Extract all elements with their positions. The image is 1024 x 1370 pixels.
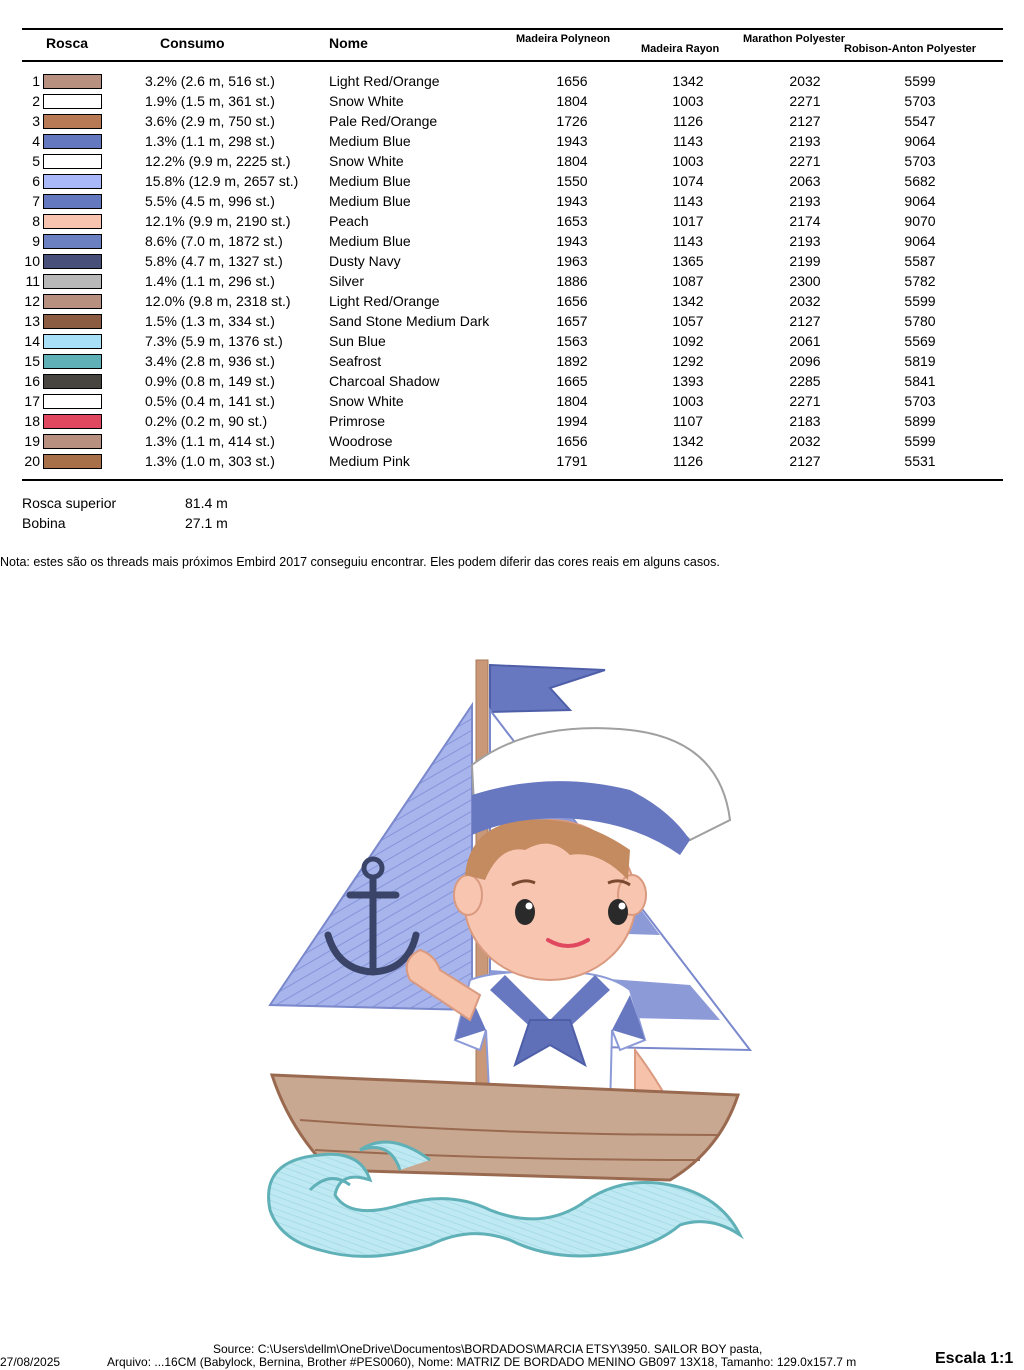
row-number: 17 [24,393,40,409]
bobina-value: 27.1 m [185,515,228,531]
table-row [0,332,1024,352]
madeira-rayon-cell: 1017 [672,213,704,229]
madeira-polyneon-cell: 1656 [556,293,588,309]
madeira-polyneon-cell: 1656 [556,433,588,449]
thread-name-cell: Silver [329,273,365,289]
madeira-polyneon-cell: 1943 [556,233,588,249]
rosca-superior-value: 81.4 m [185,495,228,511]
thread-name-cell: Peach [329,213,369,229]
madeira-polyneon-cell: 1963 [556,253,588,269]
consumo-cell: 3.6% (2.9 m, 750 st.) [145,113,275,129]
footer-scale: Escala 1:1 [935,1350,1014,1367]
thread-name-cell: Seafrost [329,353,382,369]
row-number: 10 [24,253,40,269]
table-bottom-rule [22,479,1003,481]
madeira-rayon-cell: 1143 [672,193,704,209]
row-number: 2 [32,93,40,109]
thread-name-cell: Sand Stone Medium Dark [329,313,490,329]
thread-name-cell: Medium Blue [329,173,411,189]
sailor-boy-embroidery-image [250,650,770,1270]
consumo-cell: 8.6% (7.0 m, 1872 st.) [145,233,283,249]
color-swatch [43,174,102,189]
color-swatch [43,394,102,409]
table-row [0,452,1024,472]
color-swatch [43,74,102,89]
marathon-cell: 2032 [789,293,821,309]
color-swatch [43,154,102,169]
color-swatch [43,94,102,109]
robison-cell: 5782 [904,273,936,289]
header-bottom-rule [22,60,1003,62]
madeira-rayon-cell: 1057 [672,313,704,329]
marathon-cell: 2271 [789,393,821,409]
row-number: 7 [32,193,40,209]
color-swatch [43,314,102,329]
color-swatch [43,234,102,249]
consumo-cell: 0.2% (0.2 m, 90 st.) [145,413,268,429]
consumo-cell: 12.0% (9.8 m, 2318 st.) [145,293,291,309]
madeira-polyneon-cell: 1657 [556,313,588,329]
thread-name-cell: Snow White [329,93,404,109]
robison-cell: 9064 [904,193,936,209]
table-row [0,172,1024,192]
table-row [0,152,1024,172]
robison-cell: 5587 [904,253,936,269]
madeira-polyneon-cell: 1943 [556,133,588,149]
robison-cell: 9064 [904,233,936,249]
thread-name-cell: Charcoal Shadow [329,373,440,389]
consumo-cell: 5.8% (4.7 m, 1327 st.) [145,253,283,269]
thread-name-cell: Medium Blue [329,133,411,149]
marathon-cell: 2061 [789,333,821,349]
table-row [0,132,1024,152]
rosca-superior-label: Rosca superior [22,495,117,511]
marathon-cell: 2193 [789,193,821,209]
color-swatch [43,214,102,229]
thread-name-cell: Woodrose [329,433,393,449]
marathon-cell: 2127 [789,113,821,129]
madeira-rayon-cell: 1143 [672,233,704,249]
madeira-rayon-cell: 1092 [672,333,704,349]
madeira-polyneon-cell: 1943 [556,193,588,209]
madeira-polyneon-cell: 1563 [556,333,588,349]
table-row [0,92,1024,112]
thread-name-cell: Light Red/Orange [329,293,440,309]
row-number: 14 [24,333,40,349]
row-number: 20 [24,453,40,469]
madeira-rayon-cell: 1342 [672,293,704,309]
thread-table-body [0,72,1024,472]
consumo-cell: 1.9% (1.5 m, 361 st.) [145,93,275,109]
thread-note: Nota: estes são os threads mais próximos Embird 2017 conseguiu encontrar. Eles podem diferir das cores reais em alguns casos. [0,555,720,569]
color-swatch [43,194,102,209]
madeira-polyneon-cell: 1656 [556,73,588,89]
row-number: 9 [32,233,40,249]
table-row [0,292,1024,312]
robison-cell: 9064 [904,133,936,149]
thread-name-cell: Dusty Navy [329,253,401,269]
madeira-rayon-cell: 1003 [672,93,704,109]
consumo-cell: 12.2% (9.9 m, 2225 st.) [145,153,291,169]
robison-cell: 5899 [904,413,936,429]
madeira-polyneon-cell: 1804 [556,393,588,409]
table-row [0,392,1024,412]
marathon-cell: 2127 [789,313,821,329]
consumo-cell: 0.9% (0.8 m, 149 st.) [145,373,275,389]
color-swatch [43,374,102,389]
table-row [0,272,1024,292]
consumo-cell: 0.5% (0.4 m, 141 st.) [145,393,275,409]
table-row [0,412,1024,432]
header-madeira-polyneon: Madeira Polyneon [516,33,611,45]
madeira-rayon-cell: 1087 [672,273,704,289]
footer-file-info: Arquivo: ...16CM (Babylock, Bernina, Brother #PES0060), Nome: MATRIZ DE BORDADO MENINO GB097 13X18, Tamanho: 129.0x157.7 m [107,1355,857,1369]
madeira-rayon-cell: 1107 [672,413,704,429]
madeira-rayon-cell: 1074 [672,173,704,189]
madeira-polyneon-cell: 1653 [556,213,588,229]
marathon-cell: 2063 [789,173,821,189]
madeira-polyneon-cell: 1804 [556,153,588,169]
color-swatch [43,114,102,129]
thread-name-cell: Light Red/Orange [329,73,440,89]
thread-name-cell: Medium Blue [329,193,411,209]
robison-cell: 5599 [904,293,936,309]
row-number: 11 [25,273,40,289]
madeira-polyneon-cell: 1550 [556,173,588,189]
color-swatch [43,134,102,149]
madeira-polyneon-cell: 1726 [556,113,588,129]
madeira-rayon-cell: 1126 [672,113,704,129]
marathon-cell: 2174 [789,213,821,229]
madeira-polyneon-cell: 1886 [556,273,588,289]
marathon-cell: 2193 [789,133,821,149]
madeira-rayon-cell: 1292 [672,353,704,369]
marathon-cell: 2285 [789,373,821,389]
consumo-cell: 1.4% (1.1 m, 296 st.) [145,273,275,289]
robison-cell: 5682 [904,173,936,189]
thread-name-cell: Medium Blue [329,233,411,249]
header-robison: Robison-Anton Polyester [844,43,977,55]
flag [490,665,605,712]
madeira-polyneon-cell: 1994 [556,413,588,429]
color-swatch [43,334,102,349]
robison-cell: 5531 [904,453,936,469]
madeira-rayon-cell: 1393 [672,373,704,389]
color-swatch [43,354,102,369]
table-row [0,72,1024,92]
row-number: 4 [32,133,40,149]
thread-name-cell: Snow White [329,393,404,409]
marathon-cell: 2127 [789,453,821,469]
thread-name-cell: Primrose [329,413,386,429]
header-rosca: Rosca [46,35,89,51]
madeira-rayon-cell: 1143 [672,133,704,149]
robison-cell: 9070 [904,213,936,229]
consumo-cell: 7.3% (5.9 m, 1376 st.) [145,333,283,349]
table-top-rule [22,28,1003,30]
row-number: 13 [24,313,40,329]
madeira-rayon-cell: 1126 [672,453,704,469]
right-eye [608,899,628,925]
marathon-cell: 2096 [789,353,821,369]
robison-cell: 5703 [904,393,936,409]
table-row [0,232,1024,252]
header-consumo: Consumo [160,35,225,51]
robison-cell: 5780 [904,313,936,329]
table-row [0,192,1024,212]
row-number: 15 [24,353,40,369]
robison-cell: 5599 [904,73,936,89]
marathon-cell: 2183 [789,413,821,429]
header-madeira-rayon: Madeira Rayon [641,43,720,55]
robison-cell: 5703 [904,93,936,109]
robison-cell: 5841 [904,373,936,389]
table-row [0,312,1024,332]
robison-cell: 5547 [904,113,936,129]
left-eye [515,899,535,925]
marathon-cell: 2032 [789,433,821,449]
consumo-cell: 12.1% (9.9 m, 2190 st.) [145,213,291,229]
color-swatch [43,414,102,429]
marathon-cell: 2271 [789,153,821,169]
thread-name-cell: Sun Blue [329,333,386,349]
table-row [0,372,1024,392]
consumo-cell: 1.3% (1.0 m, 303 st.) [145,453,275,469]
madeira-polyneon-cell: 1791 [556,453,588,469]
bobina-label: Bobina [22,515,66,531]
robison-cell: 5599 [904,433,936,449]
thread-name-cell: Medium Pink [329,453,410,469]
row-number: 1 [32,73,40,89]
table-row [0,252,1024,272]
thread-name-cell: Pale Red/Orange [329,113,438,129]
row-number: 12 [24,293,40,309]
madeira-rayon-cell: 1003 [672,153,704,169]
footer-source: Source: C:\Users\dellm\OneDrive\Documentos\BORDADOS\MARCIA ETSY\3950. SAILOR BOY pasta, [213,1342,763,1356]
table-row [0,212,1024,232]
color-swatch [43,294,102,309]
header-marathon: Marathon Polyester [743,33,846,45]
marathon-cell: 2199 [789,253,821,269]
consumo-cell: 3.2% (2.6 m, 516 st.) [145,73,275,89]
table-row [0,432,1024,452]
color-swatch [43,274,102,289]
robison-cell: 5569 [904,333,936,349]
row-number: 16 [24,373,40,389]
color-swatch [43,454,102,469]
row-number: 3 [32,113,40,129]
consumo-cell: 5.5% (4.5 m, 996 st.) [145,193,275,209]
madeira-rayon-cell: 1003 [672,393,704,409]
row-number: 8 [32,213,40,229]
color-swatch [43,434,102,449]
madeira-polyneon-cell: 1892 [556,353,588,369]
marathon-cell: 2271 [789,93,821,109]
madeira-rayon-cell: 1365 [672,253,704,269]
madeira-polyneon-cell: 1665 [556,373,588,389]
row-number: 18 [24,413,40,429]
marathon-cell: 2032 [789,73,821,89]
footer-date: 27/08/2025 [0,1355,61,1369]
madeira-rayon-cell: 1342 [672,433,704,449]
table-row [0,352,1024,372]
marathon-cell: 2193 [789,233,821,249]
thread-name-cell: Snow White [329,153,404,169]
row-number: 19 [24,433,40,449]
consumo-cell: 1.3% (1.1 m, 298 st.) [145,133,275,149]
marathon-cell: 2300 [789,273,821,289]
madeira-rayon-cell: 1342 [672,73,704,89]
consumo-cell: 1.3% (1.1 m, 414 st.) [145,433,275,449]
consumo-cell: 3.4% (2.8 m, 936 st.) [145,353,275,369]
row-number: 6 [32,173,40,189]
table-row [0,112,1024,132]
header-nome: Nome [329,35,368,51]
robison-cell: 5819 [904,353,936,369]
row-number: 5 [32,153,40,169]
color-swatch [43,254,102,269]
madeira-polyneon-cell: 1804 [556,93,588,109]
robison-cell: 5703 [904,153,936,169]
consumo-cell: 15.8% (12.9 m, 2657 st.) [145,173,299,189]
consumo-cell: 1.5% (1.3 m, 334 st.) [145,313,275,329]
